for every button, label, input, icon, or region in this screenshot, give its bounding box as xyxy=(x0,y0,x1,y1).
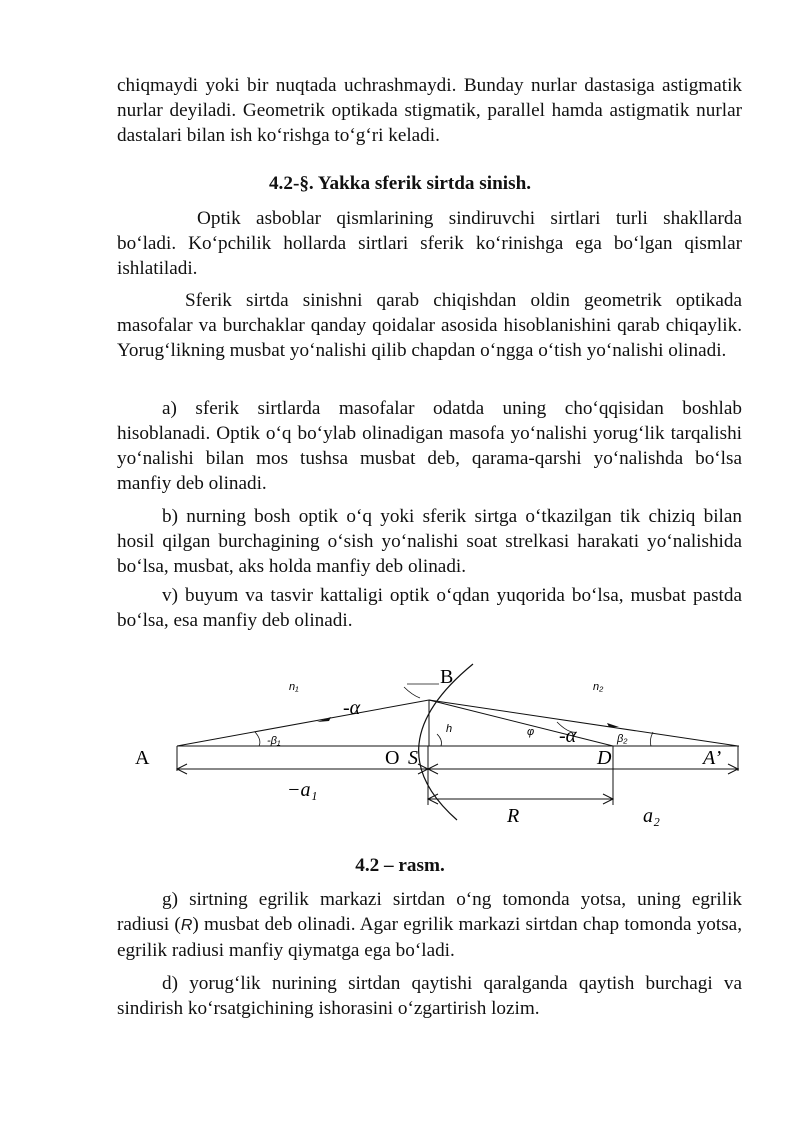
refraction-diagram xyxy=(117,650,742,840)
phi-arc xyxy=(437,734,442,746)
label-neg-beta1: -β₁ xyxy=(267,735,281,747)
section-heading: 4.2-§. Yakka sferik sirtda sinish. xyxy=(268,173,532,194)
label-neg-alpha-right: -α xyxy=(559,725,577,747)
rule-g-text-start: g) sirtning egrilik markazi sirtdan o‘ng tomonda yotsa, uning egrilik radiusi ( xyxy=(117,889,742,935)
figure-caption: 4.2 – rasm. xyxy=(355,855,445,876)
label-n1: n₁ xyxy=(289,681,299,693)
refraction-diagram-svg xyxy=(117,650,742,840)
paragraph-rule-v: v) buyum va tasvir kattaligi optik o‘qdan yuqorida bo‘lsa, musbat pastda bo‘lsa, esa manfiy deb olinadi. xyxy=(117,585,742,631)
incident-ray xyxy=(177,700,429,746)
label-neg-a1: −a₁ xyxy=(287,779,318,801)
label-phi: φ xyxy=(527,726,535,738)
label-B: B xyxy=(440,666,454,688)
label-A: A xyxy=(135,747,150,769)
label-n2: n₂ xyxy=(593,681,604,693)
paragraph-rule-b: b) nurning bosh optik o‘q yoki sferik sirtga o‘tkazilgan tik chiziq bilan hosil qilgan burchagining o‘sish yo‘nalishi soat strelkasi harakati yo‘nalishida bo‘lsa, musbat, aks holda manfiy deb olinadi. xyxy=(117,506,742,577)
paragraph-optical-surfaces: Optik asboblar qismlarining sindiruvchi sirtlari turli shakllarda bo‘ladi. Ko‘pchilik hollarda sirtlari sferik ko‘rinishga ega bo‘lgan qismlar ishlatiladi. xyxy=(117,208,742,279)
radius-symbol: R xyxy=(180,917,193,934)
label-a2: a₂ xyxy=(643,805,660,827)
label-beta2: β₂ xyxy=(617,733,628,745)
label-S: S xyxy=(408,747,418,769)
paragraph-astigmatic-intro: chiqmaydi yoki bir nuqtada uchrashmaydi. Bunday nurlar dastasiga astigmatik nurlar deyiladi. Geometrik optikada stigmatik, parallel hamda astigmatik nurlar dastalari bilan ish ko‘rishga to‘g‘ri keladi. xyxy=(117,75,742,146)
label-D: D xyxy=(597,747,612,769)
paragraph-sign-convention-intro: Sferik sirtda sinishni qarab chiqishdan oldin geometrik optikada masofalar va burchaklar qanday qoidalar asosida hisoblanishini qarab chiqaylik. Yorug‘likning musbat yo‘nalishi qilib chapdan o‘ngga o‘tish yo‘nalishi olinadi. xyxy=(117,290,742,361)
refracted-ray-arrow xyxy=(607,723,619,727)
paragraph-rule-d: d) yorug‘lik nurining sirtdan qaytishi qaralganda qaytish burchagi va sindirish ko‘rsatgichining ishorasini o‘zgartirish lozim. xyxy=(117,973,742,1019)
alpha-arc-left xyxy=(404,687,420,698)
incident-ray-arrow xyxy=(317,717,331,722)
paragraph-rule-a: a) sferik sirtlarda masofalar odatda uning cho‘qqisidan boshlab hisoblanadi. Optik o‘q bo‘ylab olinadigan masofa yo‘nalishi yorug‘lik tarqalishi yo‘nalishi bilan mos tushsa musbat deb, qarama-qarshi yo‘nalishda bo‘lsa manfiy deb olinadi. xyxy=(117,398,742,494)
label-R: R xyxy=(507,805,520,827)
rule-g-text-end: ) musbat deb olinadi. Agar egrilik markazi sirtdan chap tomonda yotsa, egrilik radiusi manfiy qiymatga ega bo‘ladi. xyxy=(117,914,742,961)
label-neg-alpha-left: -α xyxy=(343,697,361,719)
paragraph-rule-g xyxy=(117,887,742,963)
beta2-arc xyxy=(650,732,653,746)
label-A-prime: A’ xyxy=(703,747,722,769)
label-h: h xyxy=(446,723,453,735)
beta1-arc xyxy=(255,732,260,746)
label-O: O xyxy=(385,747,400,769)
